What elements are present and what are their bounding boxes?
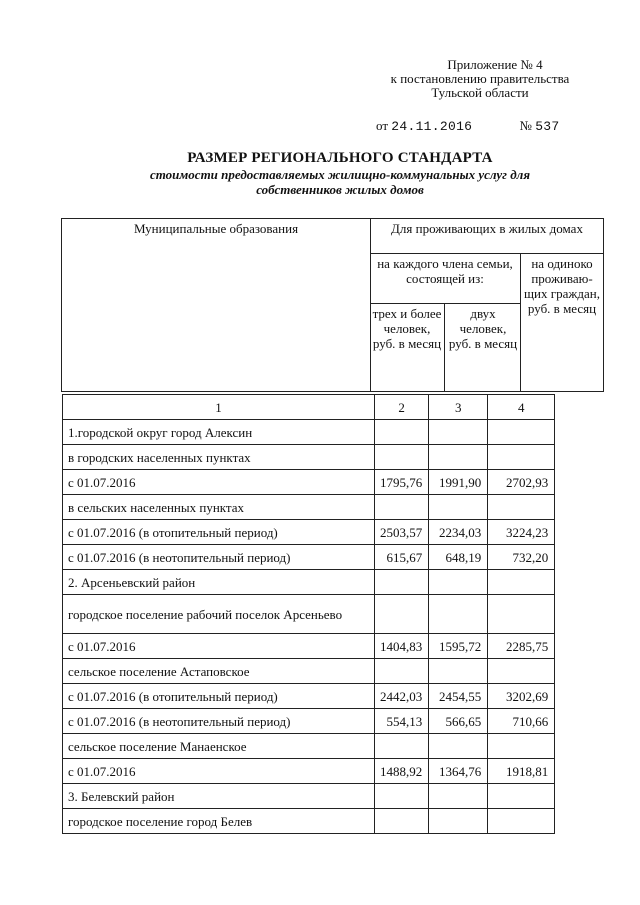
table-row <box>63 634 555 659</box>
table-row <box>63 684 555 709</box>
appendix-number: Приложение № 4 <box>447 57 543 72</box>
column-number: 2 <box>375 395 429 420</box>
row-value <box>429 420 488 445</box>
table-row <box>63 709 555 734</box>
row-value: 2285,75 <box>488 634 555 659</box>
title-sub-line2: собственников жилых домов <box>256 182 424 197</box>
table-row <box>63 784 555 809</box>
column-number-row <box>63 395 555 420</box>
row-value <box>488 570 555 595</box>
row-value: 2702,93 <box>488 470 555 495</box>
row-label: с 01.07.2016 (в отопительный период) <box>63 520 375 545</box>
row-value <box>375 445 429 470</box>
table-body <box>63 395 555 834</box>
row-value <box>375 784 429 809</box>
row-value <box>488 809 555 834</box>
title-sub-line1: стоимости предоставляемых жилищно-коммунальных услуг для <box>149 167 531 182</box>
header-per-member: на каждого члена семьи, состоящей из: <box>377 256 513 286</box>
row-value: 554,13 <box>375 709 429 734</box>
header-two: двух человек, руб. в месяц <box>448 306 518 351</box>
row-label: с 01.07.2016 (в неотопительный период) <box>63 709 375 734</box>
decree-line <box>376 118 560 134</box>
row-value: 1918,81 <box>488 759 555 784</box>
row-label: городское поселение город Белев <box>63 809 375 834</box>
header-residents: Для проживающих в жилых домах <box>391 221 583 236</box>
table-row <box>63 420 555 445</box>
row-value: 3202,69 <box>488 684 555 709</box>
row-value <box>429 495 488 520</box>
row-label: городское поселение рабочий поселок Арсеньево <box>63 595 375 634</box>
table-header <box>61 218 604 392</box>
table-row <box>63 495 555 520</box>
row-value <box>488 445 555 470</box>
header-single: на одиноко проживаю-щих граждан, руб. в месяц <box>524 256 600 316</box>
row-value <box>429 809 488 834</box>
row-value: 566,65 <box>429 709 488 734</box>
table-row <box>63 445 555 470</box>
row-label: с 01.07.2016 <box>63 470 375 495</box>
row-label: в сельских населенных пунктах <box>63 495 375 520</box>
row-value <box>429 445 488 470</box>
table-row <box>63 595 555 634</box>
decree-date-prefix: от <box>376 118 389 133</box>
row-value <box>488 659 555 684</box>
row-value: 2442,03 <box>375 684 429 709</box>
title-main: РАЗМЕР РЕГИОНАЛЬНОГО СТАНДАРТА <box>187 150 493 166</box>
row-value <box>375 420 429 445</box>
row-label: с 01.07.2016 <box>63 759 375 784</box>
row-value: 2454,55 <box>429 684 488 709</box>
row-value: 1364,76 <box>429 759 488 784</box>
row-value <box>429 659 488 684</box>
row-value: 3224,23 <box>488 520 555 545</box>
row-value <box>429 784 488 809</box>
row-value <box>488 784 555 809</box>
row-value <box>375 809 429 834</box>
row-label: сельское поселение Астаповское <box>63 659 375 684</box>
row-value: 2503,57 <box>375 520 429 545</box>
row-value: 615,67 <box>375 545 429 570</box>
row-value: 1404,83 <box>375 634 429 659</box>
appendix-region: Тульской области <box>431 85 529 100</box>
row-value: 2234,03 <box>429 520 488 545</box>
row-value <box>429 570 488 595</box>
appendix-block <box>360 58 600 100</box>
table-row <box>63 520 555 545</box>
row-value: 1488,92 <box>375 759 429 784</box>
header-municipal: Муниципальные образования <box>133 221 299 236</box>
appendix-decree-ref: к постановлению правительства <box>390 71 570 86</box>
row-label: сельское поселение Манаенское <box>63 734 375 759</box>
row-value <box>429 734 488 759</box>
decree-date: 24.11.2016 <box>391 119 473 134</box>
row-value: 1595,72 <box>429 634 488 659</box>
table-row <box>63 659 555 684</box>
row-label: в городских населенных пунктах <box>63 445 375 470</box>
table-row <box>63 759 555 784</box>
header-divider <box>370 253 604 254</box>
table-row <box>63 470 555 495</box>
row-value <box>429 595 488 634</box>
row-value <box>375 570 429 595</box>
table-row <box>63 734 555 759</box>
row-value <box>488 734 555 759</box>
row-value <box>488 495 555 520</box>
row-value <box>375 495 429 520</box>
row-label: с 01.07.2016 (в неотопительный период) <box>63 545 375 570</box>
decree-number: 537 <box>535 119 560 134</box>
row-label: с 01.07.2016 (в отопительный период) <box>63 684 375 709</box>
row-label: 3. Белевский район <box>63 784 375 809</box>
row-value: 1795,76 <box>375 470 429 495</box>
header-divider <box>370 303 520 304</box>
row-value <box>488 595 555 634</box>
table-row <box>63 809 555 834</box>
decree-number-prefix: № <box>519 118 532 133</box>
column-number: 1 <box>63 395 375 420</box>
row-value: 1991,90 <box>429 470 488 495</box>
row-label: 1.городской округ город Алексин <box>63 420 375 445</box>
column-number: 3 <box>429 395 488 420</box>
row-value: 710,66 <box>488 709 555 734</box>
row-value <box>375 659 429 684</box>
column-number: 4 <box>488 395 555 420</box>
header-divider <box>370 219 371 391</box>
row-value: 732,20 <box>488 545 555 570</box>
header-divider <box>444 303 445 391</box>
header-divider <box>520 253 521 391</box>
row-value: 648,19 <box>429 545 488 570</box>
row-value <box>375 595 429 634</box>
row-value <box>375 734 429 759</box>
row-label: с 01.07.2016 <box>63 634 375 659</box>
row-value <box>488 420 555 445</box>
document-title <box>70 150 610 197</box>
header-three-more: трех и более человек, руб. в месяц <box>372 306 442 351</box>
row-label: 2. Арсеньевский район <box>63 570 375 595</box>
table-row <box>63 545 555 570</box>
regional-standard-table <box>62 394 555 834</box>
table-row <box>63 570 555 595</box>
